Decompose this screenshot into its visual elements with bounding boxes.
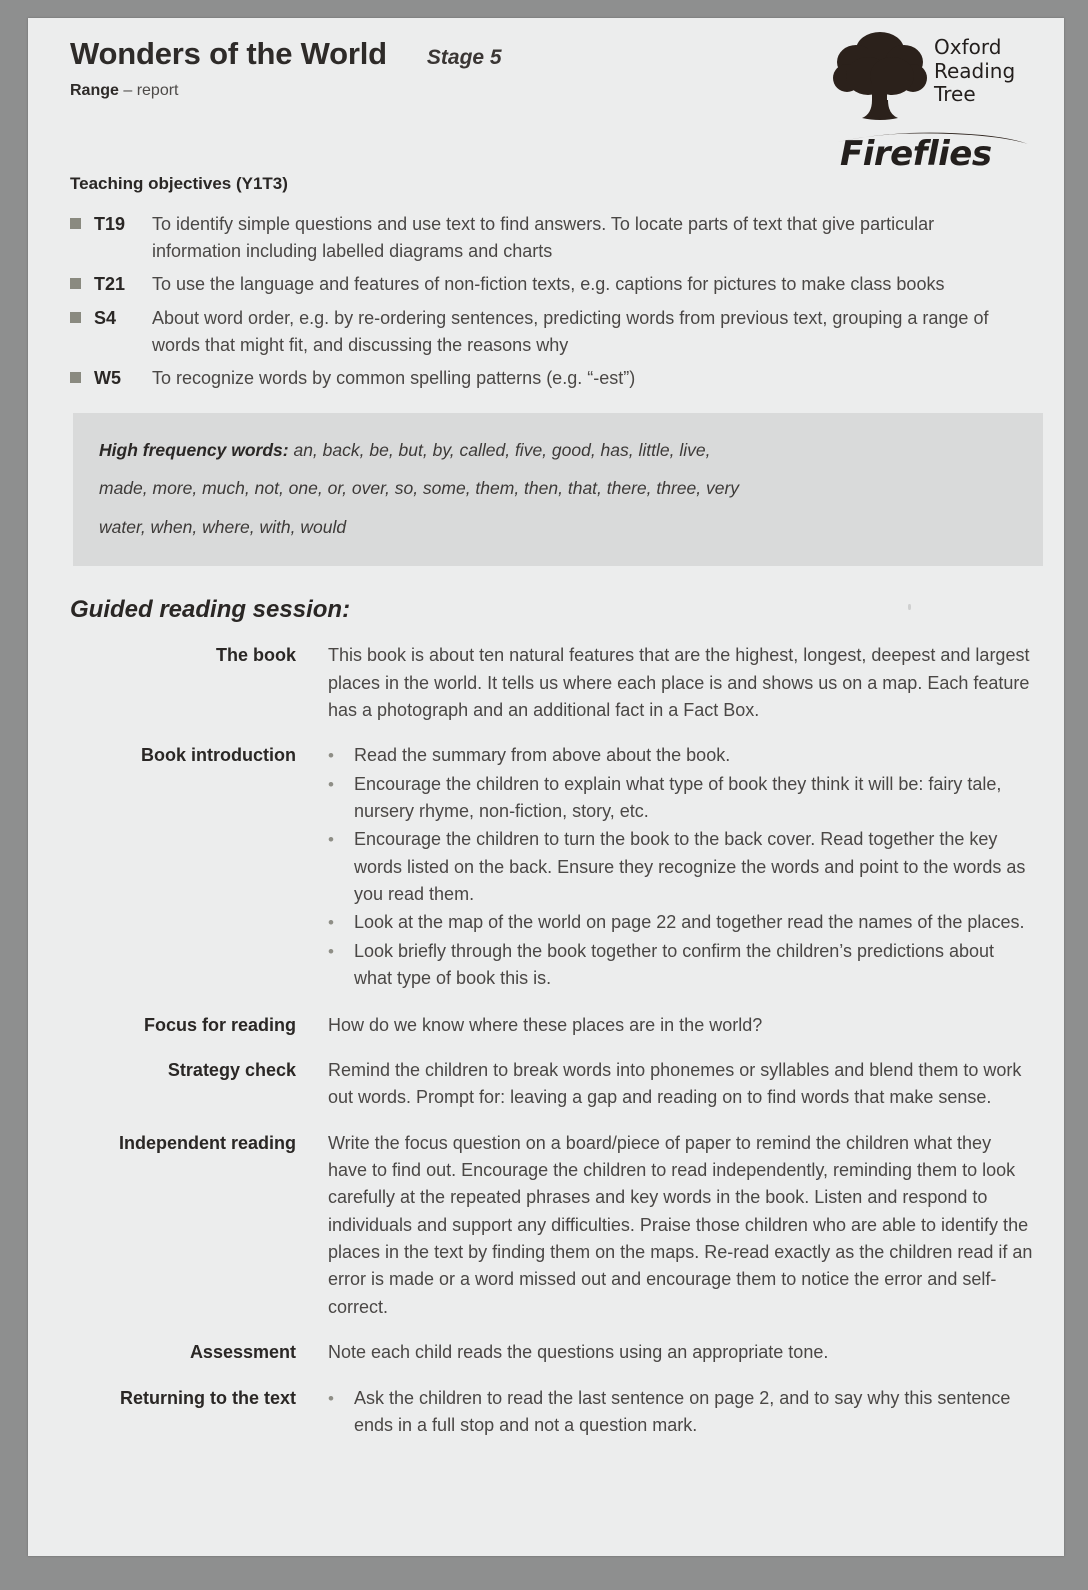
logo-line-oxford: Oxford	[934, 35, 1002, 59]
section-book-introduction	[28, 742, 1064, 993]
hf-line-3: water, when, where, with, would	[99, 516, 347, 537]
objective-code: T19	[94, 214, 126, 234]
teaching-objectives-section	[28, 174, 1064, 392]
objective-code: W5	[94, 368, 121, 389]
objective-row	[70, 211, 1022, 264]
list-item	[328, 826, 1034, 908]
list-item	[328, 909, 1034, 936]
section-body	[328, 642, 1034, 724]
section-paragraph: How do we know where these places are in the world?	[328, 1014, 763, 1035]
list-item-text: Read the summary from above about the book.	[354, 745, 731, 766]
square-bullet-icon	[70, 278, 81, 289]
objective-code: T21	[94, 274, 126, 295]
title-block	[70, 36, 502, 72]
bullet-list	[328, 742, 1034, 992]
oxford-reading-tree-logo	[832, 26, 1032, 174]
objectives-heading: Teaching objectives (Y1T3)	[70, 174, 288, 193]
section-focus-for-reading	[28, 1012, 1064, 1039]
worksheet-page	[28, 18, 1064, 1556]
section-body	[328, 1385, 1034, 1441]
section-assessment	[28, 1339, 1064, 1366]
round-bullet-icon: •	[328, 913, 334, 933]
round-bullet-icon: •	[328, 830, 334, 850]
list-item	[328, 742, 1034, 769]
objective-text: To recognize words by common spelling patterns (e.g. “-est”)	[152, 368, 636, 389]
range-label: Range	[70, 82, 119, 99]
square-bullet-icon	[70, 312, 81, 323]
objective-code: S4	[94, 307, 117, 328]
section-body	[328, 1057, 1034, 1112]
section-paragraph: Write the focus question on a board/piece of paper to remind the children what they have to find out. Encourage the children to read independently, reminding them to look carefully at the repeated phrases and key words in the book. Listen and respond to individuals and support any difficulties. Praise those children who are able to identify the places in the text by finding them on the maps. Re-read exactly as the children read if an error is made or a word missed out and encourage them to notice the error and self-correct.	[328, 1132, 1033, 1317]
objective-text: To use the language and features of non-fiction texts, e.g. captions for pictures to make class books	[152, 274, 945, 295]
list-item-text: Look at the map of the world on page 22 and together read the names of the places.	[354, 912, 1025, 933]
square-bullet-icon	[70, 218, 81, 229]
section-the-book	[28, 642, 1064, 724]
scan-speck	[908, 604, 911, 610]
objective-text: To identify simple questions and use text to find answers. To locate parts of text that give particular information including labelled diagrams and charts	[152, 214, 935, 261]
section-label: Returning to the text	[120, 1387, 296, 1408]
round-bullet-icon: •	[328, 774, 334, 794]
hf-line-2: made, more, much, not, one, or, over, so, some, them, then, that, there, three, very	[99, 478, 740, 499]
section-label: Book introduction	[141, 745, 296, 766]
hf-line-1	[99, 431, 1017, 470]
logo-wordmark	[934, 36, 1015, 107]
objective-row	[70, 271, 1022, 298]
logo-top-row	[832, 26, 1032, 130]
round-bullet-icon: •	[328, 941, 334, 961]
list-item-text: Look briefly through the book together to confirm the children’s predictions about what type of book this is.	[354, 940, 995, 989]
logo-line-tree: Tree	[934, 82, 976, 107]
high-frequency-words-box	[73, 413, 1043, 567]
section-independent-reading	[28, 1130, 1064, 1322]
section-label: Strategy check	[167, 1059, 296, 1080]
hf-words-1: an, back, be, but, by, called, five, good, has, little, live,	[288, 439, 711, 460]
section-label: The book	[216, 645, 296, 666]
fireflies-text: Fireflies	[840, 134, 992, 174]
page-header	[28, 18, 1064, 174]
list-item	[328, 1385, 1034, 1440]
section-paragraph: Note each child reads the questions using an appropriate tone.	[328, 1342, 829, 1363]
round-bullet-icon: •	[328, 746, 334, 766]
section-body	[328, 1339, 1034, 1366]
section-label: Focus for reading	[143, 1014, 296, 1035]
list-item-text: Ask the children to read the last sentence on page 2, and to say why this sentence ends in a full stop and not a question mark.	[354, 1387, 1011, 1435]
section-body	[328, 742, 1034, 993]
section-label: Independent reading	[118, 1132, 296, 1153]
section-body	[328, 1012, 1034, 1039]
objective-text: About word order, e.g. by re-ordering sentences, predicting words from previous text, grouping a range of words that might fit, and discussing the reasons why	[152, 307, 989, 355]
objective-row	[70, 305, 1022, 358]
objective-row	[70, 365, 1022, 392]
bullet-list	[328, 1385, 1034, 1440]
list-item-text: Encourage the children to turn the book to the back cover. Read together the key words listed on the back. Ensure they recognize the words and point to the words as you read them.	[354, 829, 1026, 905]
guided-reading-heading: Guided reading session:	[70, 596, 351, 624]
section-label: Assessment	[189, 1342, 296, 1363]
section-paragraph: Remind the children to break words into phonemes or syllables and blend them to work out words. Prompt for: leaving a gap and reading on to find words that make sense.	[328, 1059, 1022, 1108]
list-item	[328, 771, 1034, 826]
list-item	[328, 938, 1034, 993]
square-bullet-icon	[70, 372, 81, 383]
range-value: – report	[123, 82, 179, 99]
page-title: Wonders of the World	[70, 36, 387, 71]
list-item-text: Encourage the children to explain what type of book they think it will be: fairy tale, nursery rhyme, non-fiction, story, etc.	[354, 773, 1002, 822]
section-body	[328, 1130, 1034, 1322]
hf-label: High frequency words:	[99, 439, 289, 460]
section-returning-to-the-text	[28, 1385, 1064, 1441]
section-strategy-check	[28, 1057, 1064, 1112]
range-line	[70, 82, 179, 100]
stage-label: Stage 5	[426, 46, 502, 69]
section-paragraph: This book is about ten natural features that are the highest, longest, deepest and largest places in the world. It tells us where each place is and shows us on a map. Each feature has a photograph and an additional fact in a Fact Box.	[328, 645, 1030, 720]
oxford-tree-icon	[832, 26, 928, 130]
logo-line-reading: Reading	[934, 58, 1016, 83]
round-bullet-icon: •	[328, 1388, 334, 1408]
